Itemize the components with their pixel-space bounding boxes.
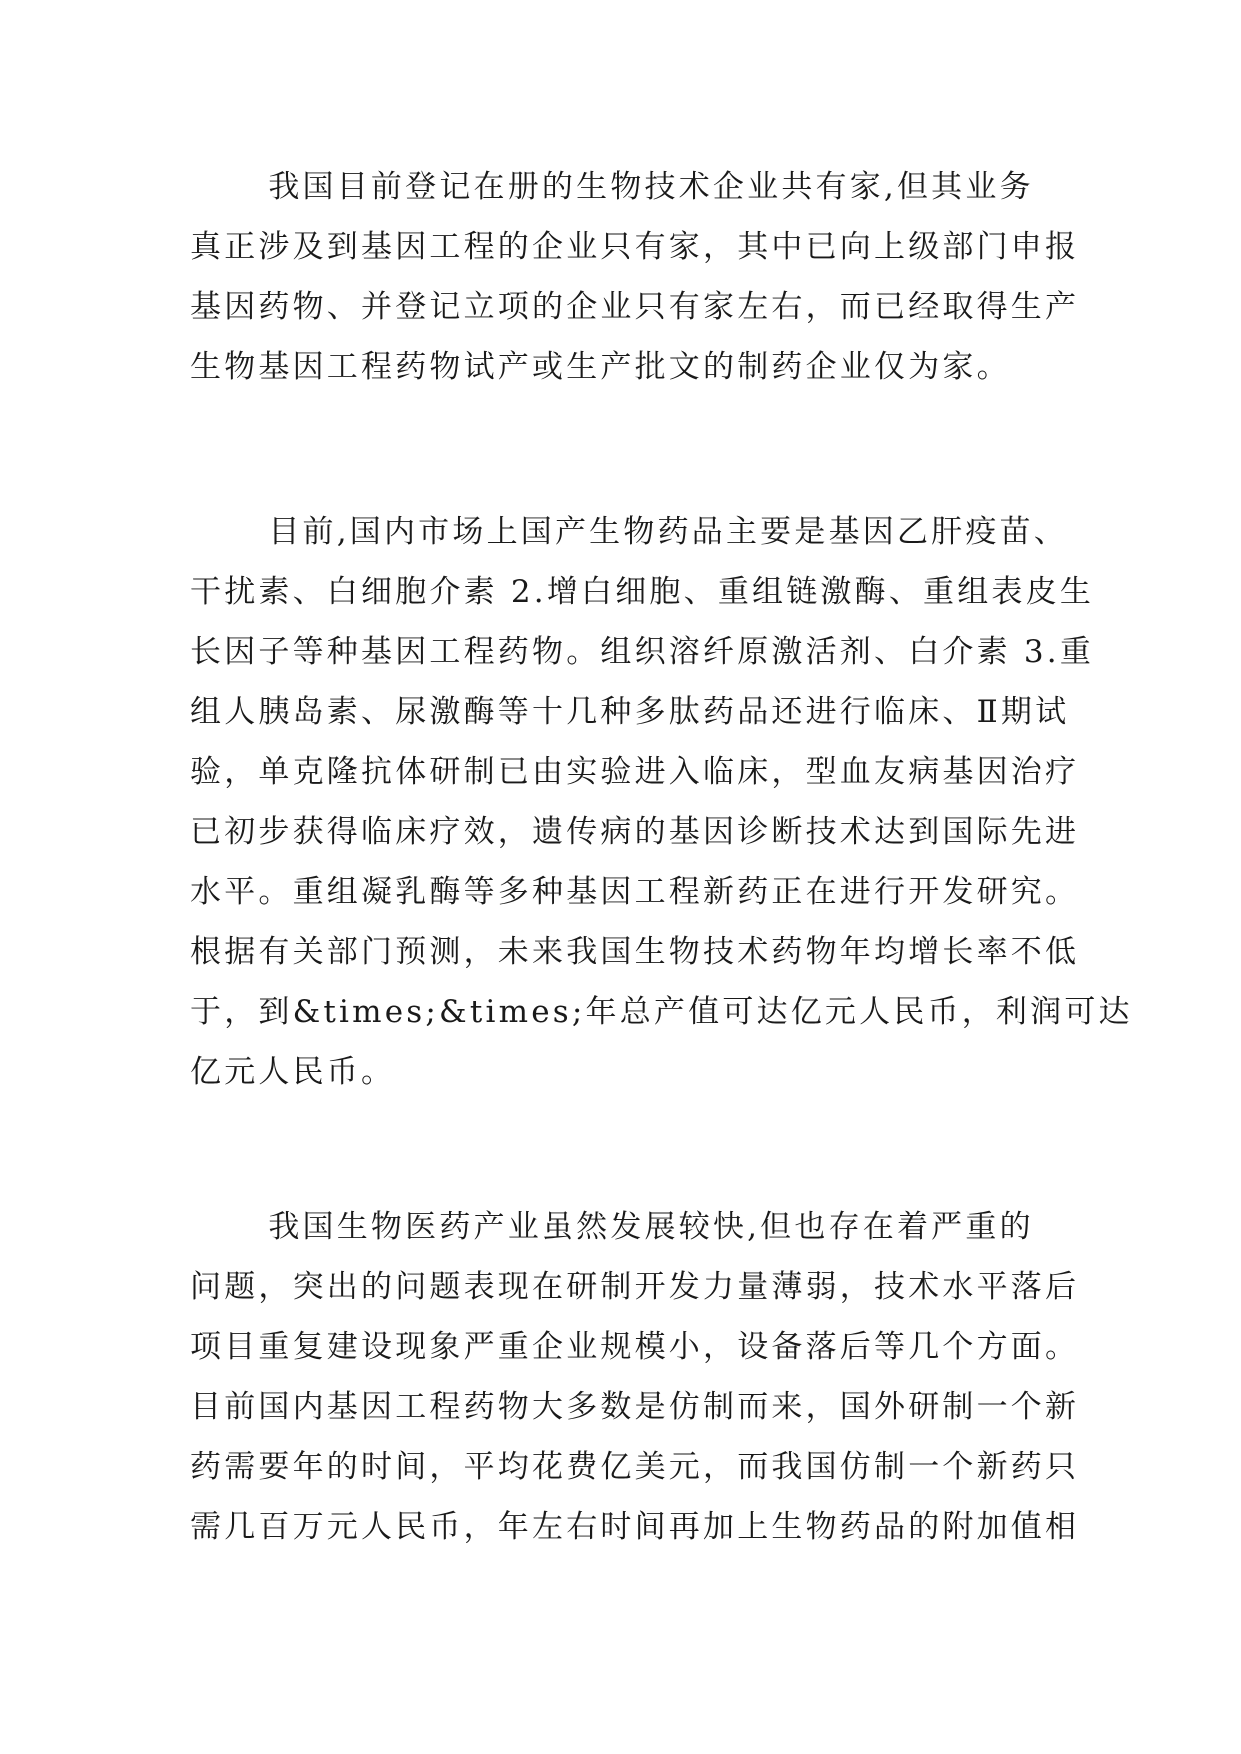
text-line: 我国目前登记在册的生物技术企业共有家,但其业务: [190, 169, 1034, 205]
text-line: 问题，突出的问题表现在研制开发力量薄弱，技术水平落后: [190, 1269, 1080, 1305]
text-line: 药需要年的时间，平均花费亿美元，而我国仿制一个新药只: [190, 1449, 1080, 1485]
text-line: 水平。重组凝乳酶等多种基因工程新药正在进行开发研究。: [190, 874, 1080, 910]
text-line: 亿元人民币。: [190, 1054, 396, 1090]
paragraph-1: [190, 157, 1080, 397]
text-line: 已初步获得临床疗效，遗传病的基因诊断技术达到国际先进: [190, 814, 1080, 850]
text-line: 目前国内基因工程药物大多数是仿制而来，国外研制一个新: [190, 1389, 1080, 1425]
text-line: 项目重复建设现象严重企业规模小，设备落后等几个方面。: [190, 1329, 1080, 1365]
paragraph-2: [190, 502, 1133, 1102]
text-line: 验，单克隆抗体研制已由实验进入临床，型血友病基因治疗: [190, 754, 1080, 790]
text-line: 真正涉及到基因工程的企业只有家，其中已向上级部门申报: [190, 229, 1080, 265]
text-line: 于，到&times;&times;年总产值可达亿元人民币，利润可达: [190, 994, 1133, 1030]
paragraph-3: [190, 1197, 1080, 1557]
text-line: 生物基因工程药物试产或生产批文的制药企业仅为家。: [190, 349, 1011, 385]
text-line: 组人胰岛素、尿激酶等十几种多肽药品还进行临床、Ⅱ期试: [190, 694, 1070, 730]
text-line: 干扰素、白细胞介素 2.增白细胞、重组链激酶、重组表皮生: [190, 574, 1095, 610]
text-line: 长因子等种基因工程药物。组织溶纤原激活剂、白介素 3.重: [190, 634, 1095, 670]
text-line: 目前,国内市场上国产生物药品主要是基因乙肝疫苗、: [190, 514, 1068, 550]
text-line: 我国生物医药产业虽然发展较快,但也存在着严重的: [190, 1209, 1034, 1245]
text-line: 根据有关部门预测，未来我国生物技术药物年均增长率不低: [190, 934, 1080, 970]
text-line: 基因药物、并登记立项的企业只有家左右，而已经取得生产: [190, 289, 1080, 325]
text-line: 需几百万元人民币，年左右时间再加上生物药品的附加值相: [190, 1509, 1080, 1545]
